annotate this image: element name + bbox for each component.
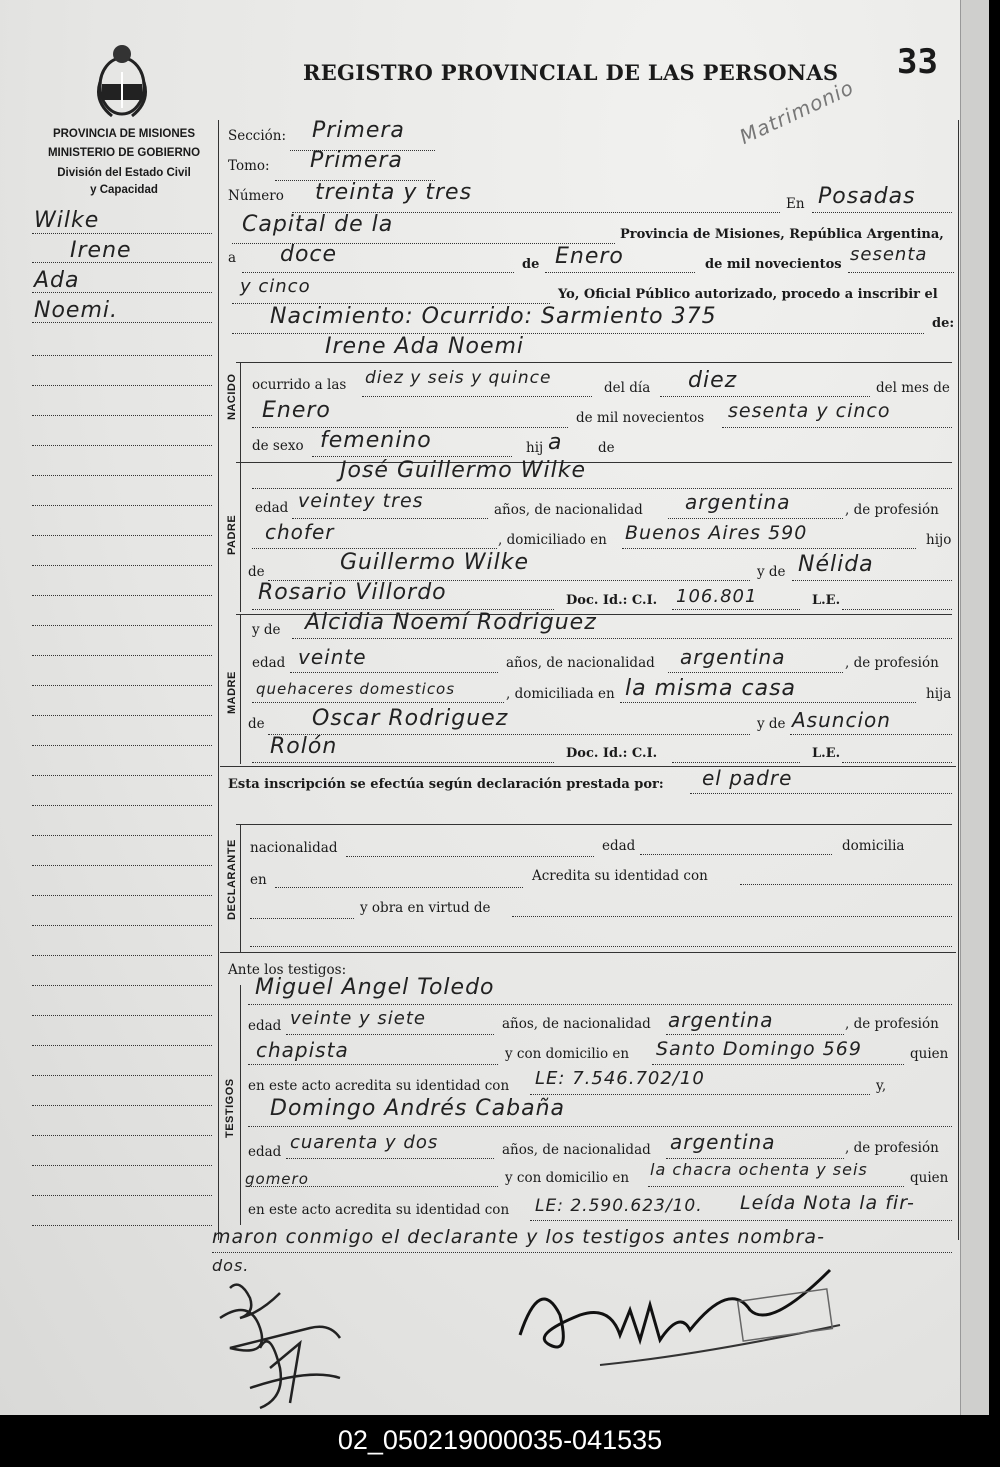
- ocurrido-label: ocurrido a las: [252, 377, 347, 393]
- declarante-edad-label: edad: [602, 838, 636, 854]
- padre-edad-label: edad: [255, 500, 289, 516]
- padre-nombre: José Guillermo Wilke: [340, 458, 586, 483]
- madre-nombre: Alcidia Noemí Rodriguez: [305, 610, 597, 635]
- oficial-label: Yo, Oficial Público autorizado, procedo a inscribir el: [558, 287, 938, 302]
- dia-value: doce: [280, 242, 338, 267]
- testigo1-edad-value: veinte y siete: [290, 1008, 426, 1029]
- padre-edad-value: veintey tres: [298, 490, 424, 512]
- cierre-line-1: Leída Nota la fir-: [740, 1192, 915, 1214]
- testigo2-dom-value: la chacra ochenta y seis: [650, 1160, 868, 1179]
- padre-dom-label: , domiciliado en: [498, 532, 607, 548]
- testigo1-y-label: y,: [876, 1078, 887, 1094]
- anio1-value: sesenta: [850, 244, 928, 265]
- testigo2-dom-label: y con domicilio en: [505, 1170, 630, 1186]
- madre-dom-value: la misma casa: [625, 676, 797, 701]
- hij-label: hij: [526, 440, 544, 456]
- hij-de-label: de: [598, 440, 615, 456]
- testigo1-acredita-label: en este acto acredita su identidad con: [248, 1078, 510, 1094]
- nacido-nombre: Irene Ada Noemi: [325, 334, 525, 359]
- madre-section-label: MADRE: [226, 671, 238, 714]
- testigo2-edad-value: cuarenta y dos: [290, 1132, 439, 1153]
- testigo1-dom-label: y con domicilio en: [505, 1046, 630, 1062]
- madre-padre-value: Oscar Rodriguez: [312, 706, 509, 731]
- seccion-value: Primera: [312, 118, 405, 143]
- madre-madre-value-1: Asuncion: [792, 708, 891, 732]
- official-signature: [500, 1255, 860, 1375]
- mes-value: Enero: [555, 244, 624, 269]
- hora-value: diez y seis y quince: [365, 368, 552, 388]
- hij-suffix: a: [548, 430, 563, 455]
- tomo-label: Tomo:: [228, 158, 270, 174]
- nacido-anio-value: sesenta y cinco: [728, 400, 891, 422]
- testigos-section-label: TESTIGOS: [224, 1078, 236, 1138]
- main-frame-right: [958, 120, 959, 1240]
- padre-dom-value: Buenos Aires 590: [625, 522, 808, 544]
- testigo2-prof-value: gomero: [245, 1170, 309, 1188]
- testigo2-nac-label: años, de nacionalidad: [502, 1142, 651, 1158]
- declaracion-value: el padre: [702, 766, 793, 790]
- margin-name-1: Wilke: [34, 208, 100, 233]
- testigo1-prof-label: , de profesión: [845, 1016, 939, 1032]
- madre-de-label: de: [248, 716, 265, 732]
- province-name: PROVINCIA DE MISIONES: [52, 128, 196, 140]
- witness-signatures: [210, 1268, 410, 1418]
- padre-de-label: de: [248, 564, 265, 580]
- declarante-en-label: en: [250, 872, 267, 888]
- testigo2-prof-label: , de profesión: [845, 1140, 939, 1156]
- margin-name-2: Irene: [70, 238, 132, 263]
- testigo2-nombre: Domingo Andrés Cabaña: [270, 1096, 566, 1121]
- padre-doc-value: 106.801: [676, 586, 758, 607]
- cierre-line-3: dos.: [212, 1256, 250, 1275]
- provincia-label: Provincia de Misiones, República Argentina,: [620, 227, 944, 242]
- declarante-virtud-label: y obra en virtud de: [360, 900, 491, 916]
- padre-nac-label: años, de nacionalidad: [494, 502, 643, 518]
- madre-prof-value: quehaceres domesticos: [256, 680, 456, 698]
- testigo2-quien-label: quien: [910, 1170, 949, 1186]
- main-frame-left: [218, 120, 219, 1240]
- nacido-mil-label: de mil novecientos: [576, 410, 705, 426]
- testigo2-edad-label: edad: [248, 1144, 282, 1160]
- margin-name-4: Noemi.: [34, 298, 118, 323]
- madre-nac-value: argentina: [680, 645, 786, 669]
- numero-label: Número: [228, 188, 284, 204]
- padre-prof-label: , de profesión: [845, 502, 939, 518]
- nacido-section-label: NACIDO: [226, 373, 238, 420]
- padre-le-label: L.E.: [812, 593, 841, 608]
- sexo-value: femenino: [320, 428, 432, 453]
- lugar-value: Posadas: [818, 184, 916, 209]
- madre-y-de-label: y de: [252, 622, 281, 638]
- madre-nac-label: años, de nacionalidad: [506, 655, 655, 671]
- mil-label: de mil novecientos: [705, 257, 842, 272]
- margin-annotation: Matrimonio: [735, 75, 858, 149]
- padre-madre-value-1: Nélida: [798, 552, 874, 577]
- madre-hija-label: hija: [926, 686, 952, 702]
- declarante-acredita-label: Acredita su identidad con: [532, 868, 708, 884]
- testigo1-edad-label: edad: [248, 1018, 282, 1034]
- a-label: a: [228, 250, 237, 266]
- padre-madre-value-2: Rosario Villordo: [258, 580, 447, 605]
- de-colon-label: de:: [932, 316, 955, 331]
- division-name-2: y Capacidad: [90, 184, 158, 196]
- nacido-mes-value: Enero: [262, 398, 331, 423]
- madre-le-label: L.E.: [812, 746, 841, 761]
- margin-name-3: Ada: [34, 268, 80, 293]
- seccion-label: Sección:: [228, 128, 287, 144]
- anio2-value: y cinco: [240, 276, 311, 297]
- coat-of-arms-icon: [92, 42, 152, 120]
- madre-prof-label: , de profesión: [845, 655, 939, 671]
- testigo1-quien-label: quien: [910, 1046, 949, 1062]
- declarante-section-label: DECLARANTE: [226, 839, 238, 920]
- testigo1-prof-value: chapista: [256, 1038, 349, 1062]
- registry-title: REGISTRO PROVINCIAL DE LAS PERSONAS: [303, 60, 839, 85]
- capital-value: Capital de la: [242, 212, 394, 237]
- ministry-name: MINISTERIO DE GOBIERNO: [47, 147, 201, 159]
- page-number: 33: [897, 42, 938, 82]
- declarante-dom-label: domicilia: [842, 838, 905, 854]
- testigo2-acredita-label: en este acto acredita su identidad con: [248, 1202, 510, 1218]
- testigo1-nac-value: argentina: [668, 1008, 774, 1032]
- division-name: División del Estado Civil: [57, 167, 191, 179]
- testigo1-nombre: Miguel Angel Toledo: [255, 975, 495, 1000]
- testigo2-doc-value: LE: 2.590.623/10.: [535, 1196, 703, 1216]
- madre-edad-label: edad: [252, 655, 286, 671]
- madre-dom-label: , domiciliada en: [506, 686, 615, 702]
- padre-padre-value: Guillermo Wilke: [340, 550, 530, 575]
- de-label: de: [522, 257, 540, 272]
- numero-value: treinta y tres: [315, 180, 473, 205]
- testigo2-nac-value: argentina: [670, 1130, 776, 1154]
- declaracion-label: Esta inscripción se efectúa según declaración prestada por:: [228, 777, 664, 792]
- madre-madre-value-2: Rolón: [270, 734, 338, 759]
- tomo-value: Primera: [310, 148, 403, 173]
- footer-id: 02_050219000035-041535: [0, 1415, 1000, 1467]
- ante-testigos-label: Ante los testigos:: [228, 962, 347, 978]
- padre-prof-value: chofer: [265, 520, 335, 544]
- testigo1-dom-value: Santo Domingo 569: [656, 1038, 862, 1060]
- padre-doc-label: Doc. Id.: C.I.: [566, 593, 658, 608]
- en-label: En: [786, 196, 805, 212]
- madre-doc-label: Doc. Id.: C.I.: [566, 746, 658, 761]
- page-edge: [960, 0, 989, 1415]
- sexo-label: de sexo: [252, 438, 304, 454]
- madre-y-de2-label: y de: [757, 716, 786, 732]
- acto-value: Nacimiento: Ocurrido: Sarmiento 375: [270, 304, 717, 329]
- padre-section-label: PADRE: [226, 514, 238, 555]
- testigo1-nac-label: años, de nacionalidad: [502, 1016, 651, 1032]
- padre-nac-value: argentina: [685, 490, 791, 514]
- testigo1-doc-value: LE: 7.546.702/10: [535, 1068, 705, 1089]
- padre-y-de-label: y de: [757, 564, 786, 580]
- madre-edad-value: veinte: [298, 645, 367, 669]
- padre-hijo-label: hijo: [926, 532, 952, 548]
- nacido-dia-value: diez: [688, 368, 738, 393]
- cierre-line-2: maron conmigo el declarante y los testigos antes nombra-: [212, 1226, 825, 1248]
- del-mes-label: del mes de: [876, 380, 950, 396]
- declarante-nac-label: nacionalidad: [250, 840, 338, 856]
- del-dia-label: del día: [604, 380, 651, 396]
